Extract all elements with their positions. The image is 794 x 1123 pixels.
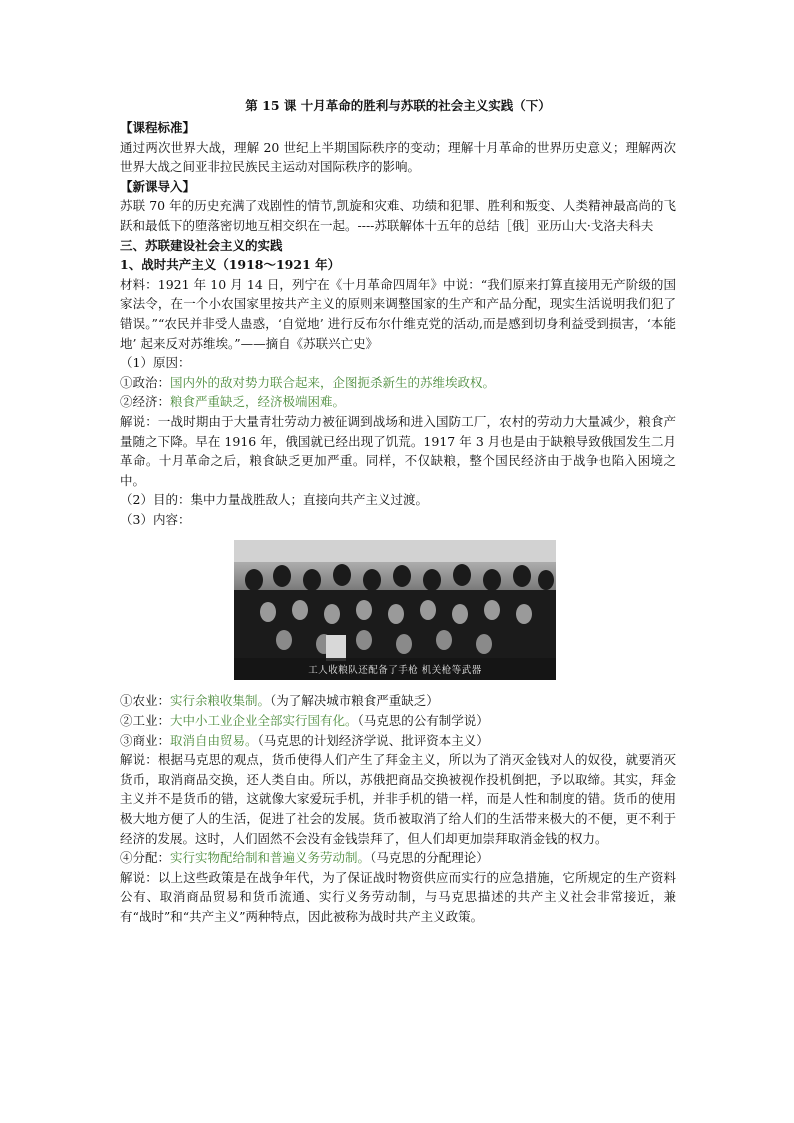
content-item-text: 实行余粮收集制。 [170, 693, 271, 709]
cause-item-label: ②经济： [120, 394, 171, 410]
standard-text: 通过两次世界大战，理解 20 世纪上半期国际秩序的变动；理解十月革命的世界历史意义；理解两次世界大战之间亚非拉民族民主运动对国际秩序的影响。 [120, 139, 676, 175]
content-label: （3）内容： [120, 511, 191, 527]
content-item-agriculture [120, 691, 676, 711]
cause-item-politics [120, 373, 676, 393]
material-text: 材料：1921 年 10 月 14 日，列宁在《十月革命四周年》中说：“我们原来打算直接用无产阶级的国家法令，在一个小农国家里按共产主义的原则来调整国家的生产和产品分配，现实生活说明我们犯了错误。”“农民并非受人蛊惑，‘自觉地’ 进行反布尔什维克党的活动,而是感到切身利益受到损害，‘本能地’ 起来反对苏维埃。”——摘自《苏联兴亡史》 [120, 276, 676, 351]
cause-item-economy [120, 392, 676, 412]
standard-heading: 【课程标准】 [120, 120, 196, 135]
document-page [120, 96, 676, 927]
cause-item-text: 国内外的敌对势力联合起来，企图扼杀新生的苏维埃政权。 [170, 374, 496, 390]
sub-heading: 1、战时共产主义（1918～1921 年） [120, 257, 341, 273]
explanation-1: 解说：一战时期由于大量青壮劳动力被征调到战场和进入国防工厂，农村的劳动力大量减少，粮食产量随之下降。早在 1916 年，俄国就已经出现了饥荒。1917 年 3 月也是由于缺粮导致俄国发生二月革命。十月革命之后，粮食缺乏更加严重。同样，不仅缺粮，整个国民经济由于战争也陷入困境之中。 [120, 413, 676, 488]
content-item-label: ①农业： [120, 693, 171, 709]
cause-item-text: 粮食严重缺乏，经济极端困难。 [170, 394, 346, 410]
purpose-text: （2）目的：集中力量战胜敌人；直接向共产主义过渡。 [120, 492, 428, 508]
photo-caption: 工人收粮队还配备了手枪 机关枪等武器 [308, 665, 482, 677]
content-item-industry [120, 711, 676, 731]
content-item-text: 实行实物配给制和普遍义务劳动制。 [170, 850, 371, 866]
explanation-2: 解说：根据马克思的观点，货币使得人们产生了拜金主义，所以为了消灭金钱对人的奴役，就要消灭货币，取消商品交换，还人类自由。所以，苏俄把商品交换被视作投机倒把，予以取缔。其实，拜金主义并不是货币的错，这就像大家爱玩手机，并非手机的错一样，而是人性和制度的错。货币的使用极大地方便了人的生活，促进了社会的发展。货币被取消了给人们的生活带来极大的不便，更不利于经济的发展。这时，人们固然不会没有金钱崇拜了，但人们却更加崇拜取消金钱的权力。 [120, 752, 676, 846]
content-item-text: 大中小工业企业全部实行国有化。 [170, 713, 358, 729]
content-item-note: （马克思的公有制学说） [357, 713, 489, 729]
content-item-note: （为了解决城市粮食严重缺乏） [270, 693, 439, 709]
intro-text: 苏联 70 年的历史充满了戏剧性的情节,凯旋和灾难、功绩和犯罪、胜利和叛变、人类精神最高尚的飞跃和最低下的堕落密切地互相交织在一起。----苏联解体十五年的总结［俄］亚历山大·戈洛夫科夫 [120, 198, 676, 233]
content-item-note: （马克思的分配理论） [370, 850, 489, 866]
content-item-label: ③商业： [120, 732, 171, 748]
section-heading: 三、苏联建设社会主义的实践 [120, 237, 283, 253]
content-item-text: 取消自由贸易。 [170, 732, 258, 748]
historical-photo [234, 540, 556, 680]
cause-label: （1）原因： [120, 355, 191, 371]
content-item-label: ④分配： [120, 850, 171, 866]
intro-heading: 【新课导入】 [120, 178, 196, 194]
photo-crowd-illustration [234, 540, 556, 680]
explanation-3: 解说：以上这些政策是在战争年代，为了保证战时物资供应而实行的应急措施，它所规定的生产资料公有、取消商品贸易和货币流通、实行义务劳动制，与马克思描述的共产主义社会非常接近，兼有“战时”和“共产主义”两种特点，因此被称为战时共产主义政策。 [120, 869, 676, 924]
cause-item-label: ①政治： [120, 374, 171, 390]
content-item-note: （马克思的计划经济学说、批评资本主义） [257, 732, 489, 748]
content-item-commerce [120, 731, 676, 751]
content-item-label: ②工业： [120, 713, 171, 729]
page-title: 第 15 课 十月革命的胜利与苏联的社会主义实践（下） [245, 98, 551, 113]
content-item-distribution [120, 848, 676, 868]
